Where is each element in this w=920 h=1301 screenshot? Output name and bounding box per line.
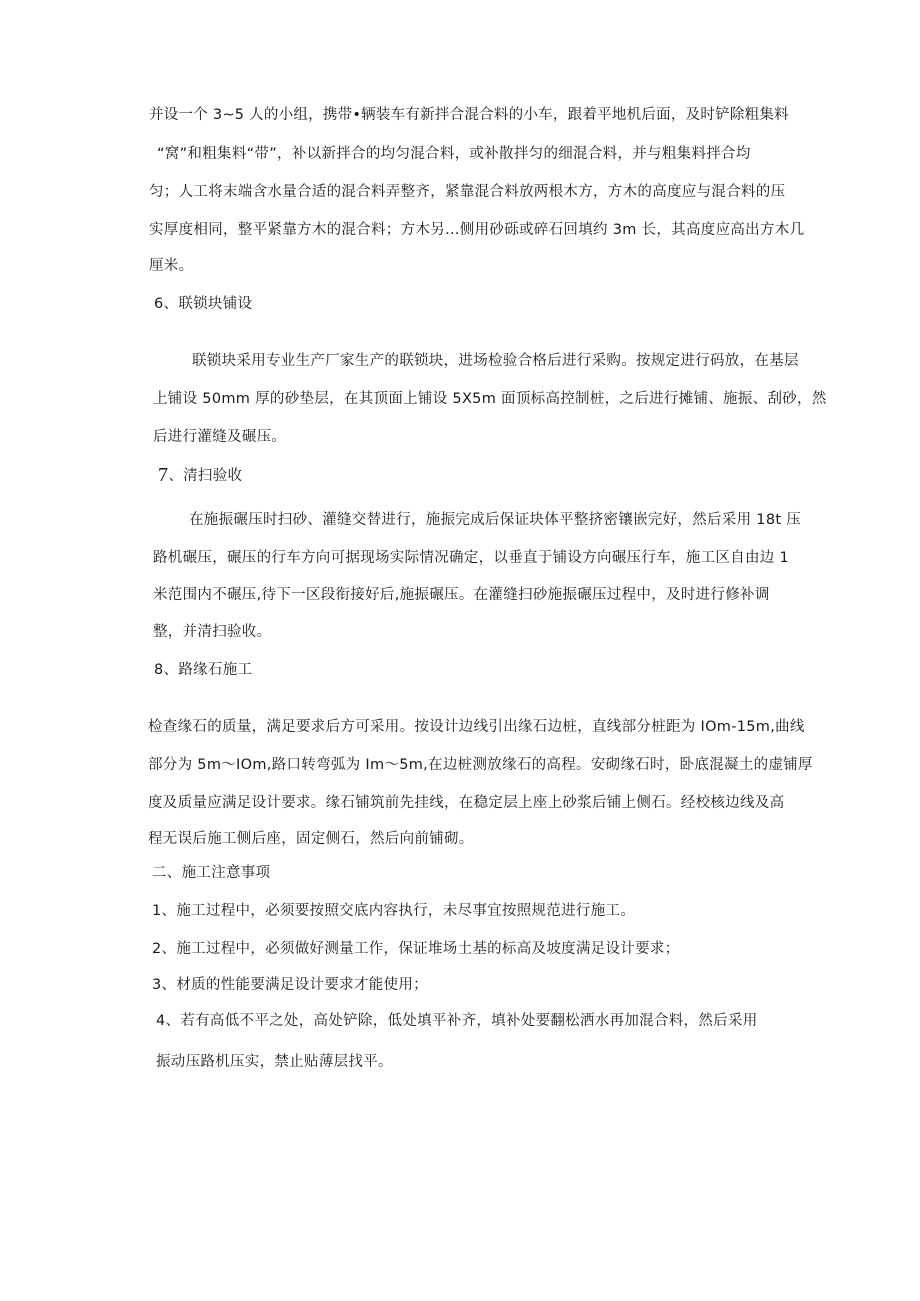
note-item: 3、材质的性能要满足设计要求才能使用； (152, 977, 428, 993)
paragraph-line: 整，并清扫验收。 (153, 624, 272, 640)
paragraph-line: 实厚度相同，整平紧靠方木的混合料；方木另…侧用砂砾或碎石回填约 3m 长，其高度应高出方木几 (149, 222, 805, 238)
paragraph-line: 部分为 5m～IOm,路口转弯弧为 Im～5m,在边桩测放缘石的高程。安砌缘石时，卧底混凝土的虚铺厚 (148, 757, 813, 773)
paragraph-line: “窝”和粗集料“带”，补以新拌合的均匀混合料，或补散拌匀的细混合料，并与粗集料拌合均 (157, 146, 751, 162)
paragraph-line: 米范围内不碾压,待下一区段衔接好后,施振碾压。在灌缝扫砂施振碾压过程中，及时进行修补调 (153, 587, 770, 603)
paragraph-line: 并设一个 3~5 人的小组，携带•辆装车有新拌合混合料的小车，跟着平地机后面，及时铲除粗集料 (149, 107, 789, 123)
paragraph-line: 匀；人工将末端含水量合适的混合料弄整齐，紧靠混合料放两根木方，方木的高度应与混合料的压 (149, 184, 786, 200)
heading-text: 、清扫验收 (168, 468, 243, 484)
section-heading-7 (158, 465, 242, 486)
note-item: 振动压路机压实，禁止贴薄层找平。 (156, 1054, 393, 1070)
heading-number: 7 (158, 464, 169, 486)
paragraph-line: 联锁块采用专业生产厂家生产的联锁块，进场检验合格后进行采购。按规定进行码放，在基层 (192, 353, 799, 369)
note-item: 2、施工过程中，必须做好测量工作，保证堆场土基的标高及坡度满足设计要求； (152, 941, 680, 957)
note-item: 1、施工过程中，必须要按照交底内容执行，未尽事宜按照规范进行施工。 (152, 903, 636, 919)
paragraph-line: 厘米。 (149, 258, 194, 274)
note-item: 4、若有高低不平之处，高处铲除，低处填平补齐，填补处要翻松洒水再加混合料，然后采用 (156, 1013, 758, 1029)
paragraph-line: 后进行灌缝及碾压。 (153, 429, 287, 445)
paragraph-line: 检查缘石的质量，满足要求后方可采用。按设计边线引出缘石边桩，直线部分桩距为 IOm-15m,曲线 (148, 719, 805, 735)
paragraph-line: 度及质量应满足设计要求。缘石铺筑前先挂线，在稳定层上座上砂浆后铺上侧石。经校核边线及高 (148, 795, 785, 811)
section-heading-notes: 二、施工注意事项 (152, 865, 271, 881)
section-heading-8: 8、路缘石施工 (154, 662, 253, 678)
paragraph-line: 程无误后施工侧后座，固定侧石，然后向前铺砌。 (148, 831, 474, 847)
paragraph-line: 上铺设 50mm 厚的砂垫层，在其顶面上铺设 5X5m 面顶标高控制桩，之后进行摊铺、施振、刮砂，然 (153, 391, 827, 407)
section-heading-6: 6、联锁块铺设 (154, 296, 253, 312)
paragraph-line: 路机碾压，碾压的行车方向可据现场实际情况确定，以垂直于铺设方向碾压行车，施工区自由边 1 (153, 550, 790, 566)
paragraph-line: 在施振碾压时扫砂、灌缝交替进行，施振完成后保证块体平整挤密镶嵌完好，然后采用 18t 压 (189, 512, 802, 528)
